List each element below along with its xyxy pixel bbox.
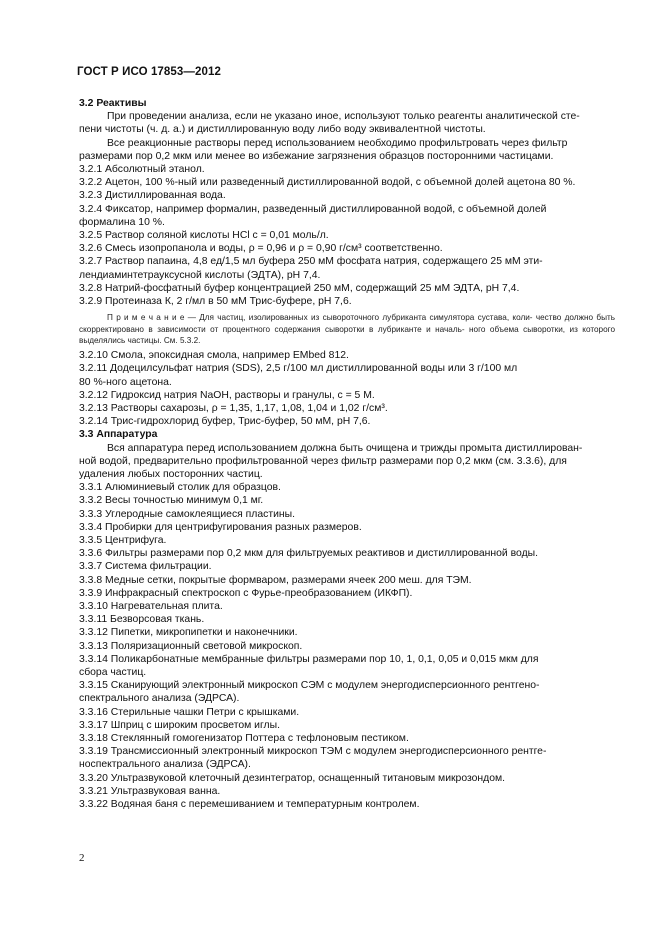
text-line: ной водой, предварительно профильтрованной через фильтр размерами пор 0,2 мкм (см. 3.3.6), для (79, 455, 567, 467)
list-item: 3.3.4 Пробирки для центрифугирования разных размеров. (79, 521, 362, 533)
list-item: 3.3.3 Углеродные самоклеящиеся пластины. (79, 508, 295, 520)
standard-header: ГОСТ Р ИСО 17853—2012 (77, 66, 222, 78)
list-item: 3.2.12 Гидроксид натрия NaOH, растворы и гранулы, c = 5 М. (79, 389, 375, 401)
list-item: 3.2.11 Додецилсульфат натрия (SDS), 2,5 г/100 мл дистиллированной воды или 3 г/100 мл (79, 363, 518, 375)
list-item: 3.2.9 Протеиназа К, 2 г/мл в 50 мМ Трис-буфере, pH 7,6. (79, 296, 352, 308)
text-line: 80 %-ного ацетона. (79, 376, 172, 388)
list-item: 3.3.8 Медные сетки, покрытые формваром, размерами ячеек 200 меш. для ТЭМ. (79, 574, 472, 586)
section-heading: 3.2 Реактивы (79, 98, 147, 109)
text-line: сбора частиц. (79, 667, 147, 679)
list-item: 3.2.14 Трис-гидрохлорид буфер, Трис-буфер, 50 мМ, pH 7,6. (79, 416, 371, 428)
list-item: 3.3.9 Инфракрасный спектроскоп с Фурье-преобразованием (ИКФП). (79, 587, 413, 599)
list-item: 3.2.6 Смесь изопропанола и воды, ρ = 0,96 и ρ = 0,90 г/см³ соответственно. (79, 243, 443, 255)
list-item: 3.2.13 Растворы сахарозы, ρ = 1,35, 1,17, 1,08, 1,04 и 1,02 г/см³. (79, 402, 388, 414)
list-item: 3.2.5 Раствор соляной кислоты HCl c = 0,01 моль/л. (79, 230, 329, 242)
list-item: 3.3.12 Пипетки, микропипетки и наконечники. (79, 627, 298, 639)
list-item: 3.3.10 Нагревательная плита. (79, 601, 223, 612)
list-item: 3.3.14 Поликарбонатные мембранные фильтры размерами пор 10, 1, 0,1, 0,05 и 0,015 мкм для (79, 653, 539, 665)
list-item: 3.2.1 Абсолютный этанол. (79, 164, 205, 176)
list-item: 3.2.2 Ацетон, 100 %-ный или разведенный дистиллированной водой, с объемной долей ацетона 80 %. (79, 177, 576, 189)
list-item: 3.3.11 Безворсовая ткань. (79, 614, 205, 626)
list-item: 3.2.10 Смола, эпоксидная смола, например EMbed 812. (79, 350, 349, 362)
text-line: лендиаминтетрауксусной кислоты (ЭДТА), pH 7,4. (79, 269, 321, 281)
page-body (79, 97, 615, 811)
list-item: 3.3.20 Ультразвуковой клеточный дезинтегратор, оснащенный титановым микрозондом. (79, 772, 506, 784)
list-item: 3.2.7 Раствор папаина, 4,8 ед/1,5 мл буфера 250 мМ фосфата натрия, содержащего 25 мМ эти- (79, 256, 543, 268)
list-item: 3.2.4 Фиксатор, например формалин, разведенный дистиллированной водой, с объемной долей (79, 203, 547, 215)
list-item: 3.3.22 Водяная баня с перемешиванием и температурным контролем. (79, 799, 420, 811)
text-line: Вся аппаратура перед использованием должна быть очищена и трижды промыта дистиллирован- (107, 442, 583, 454)
text-line: удаления любых посторонних частиц. (79, 468, 263, 480)
list-item: 3.3.1 Алюминиевый столик для образцов. (79, 482, 281, 494)
list-item: 3.3.18 Стеклянный гомогенизатор Поттера с тефлоновым пестиком. (79, 733, 409, 745)
text-line: формалина 10 %. (79, 216, 165, 228)
list-item: 3.3.17 Шприц с широким просветом иглы. (79, 719, 280, 731)
page-number: 2 (79, 852, 85, 864)
text-line: пени чистоты (ч. д. а.) и дистиллированную воду либо воду эквивалентной чистоты. (79, 124, 486, 136)
text-line: размерами пор 0,2 мкм или менее во избежание загрязнения образцов посторонними частицами. (79, 150, 554, 162)
list-item: 3.3.2 Весы точностью минимум 0,1 мг. (79, 495, 264, 507)
list-item: 3.3.15 Сканирующий электронный микроскоп СЭМ с модулем энергодисперсионного рентгено- (79, 680, 540, 692)
list-item: 3.3.16 Стерильные чашки Петри с крышками. (79, 706, 300, 718)
list-item: 3.3.7 Система фильтрации. (79, 561, 212, 573)
list-item: 3.3.19 Трансмиссионный электронный микроскоп ТЭМ с модулем энергодисперсионного рентге- (79, 746, 547, 758)
text-line: При проведении анализа, если не указано иное, используют только реагенты аналитической сте- (107, 111, 580, 123)
section-heading: 3.3 Аппаратура (79, 429, 158, 441)
list-item: 3.3.21 Ультразвуковая ванна. (79, 785, 221, 797)
list-item: 3.3.13 Поляризационный световой микроскоп. (79, 640, 303, 652)
text-line: носпектрального анализа (ЭДРСА). (79, 759, 251, 771)
text-line: Все реакционные растворы перед использованием необходимо профильтровать через фильтр (107, 137, 568, 149)
note-paragraph: П р и м е ч а н и е — Для частиц, изолированных из сывороточного лубриканта симулятора сустава, коли- чество должно быть скорректировано в зависимости от процентного содержания сыворотки в лубриканте и началь- ного объема сыворотки, из которого выделялись частицы. См. 5.3.2. (79, 313, 615, 345)
list-item: 3.3.5 Центрифуга. (79, 534, 167, 546)
text-line: спектрального анализа (ЭДРСА). (79, 693, 240, 705)
list-item: 3.2.3 Дистиллированная вода. (79, 190, 226, 202)
list-item: 3.3.6 Фильтры размерами пор 0,2 мкм для фильтруемых реактивов и дистиллированной воды. (79, 548, 538, 560)
list-item: 3.2.8 Натрий-фосфатный буфер концентрацией 250 мМ, содержащий 25 мМ ЭДТА, pH 7,4. (79, 282, 520, 294)
